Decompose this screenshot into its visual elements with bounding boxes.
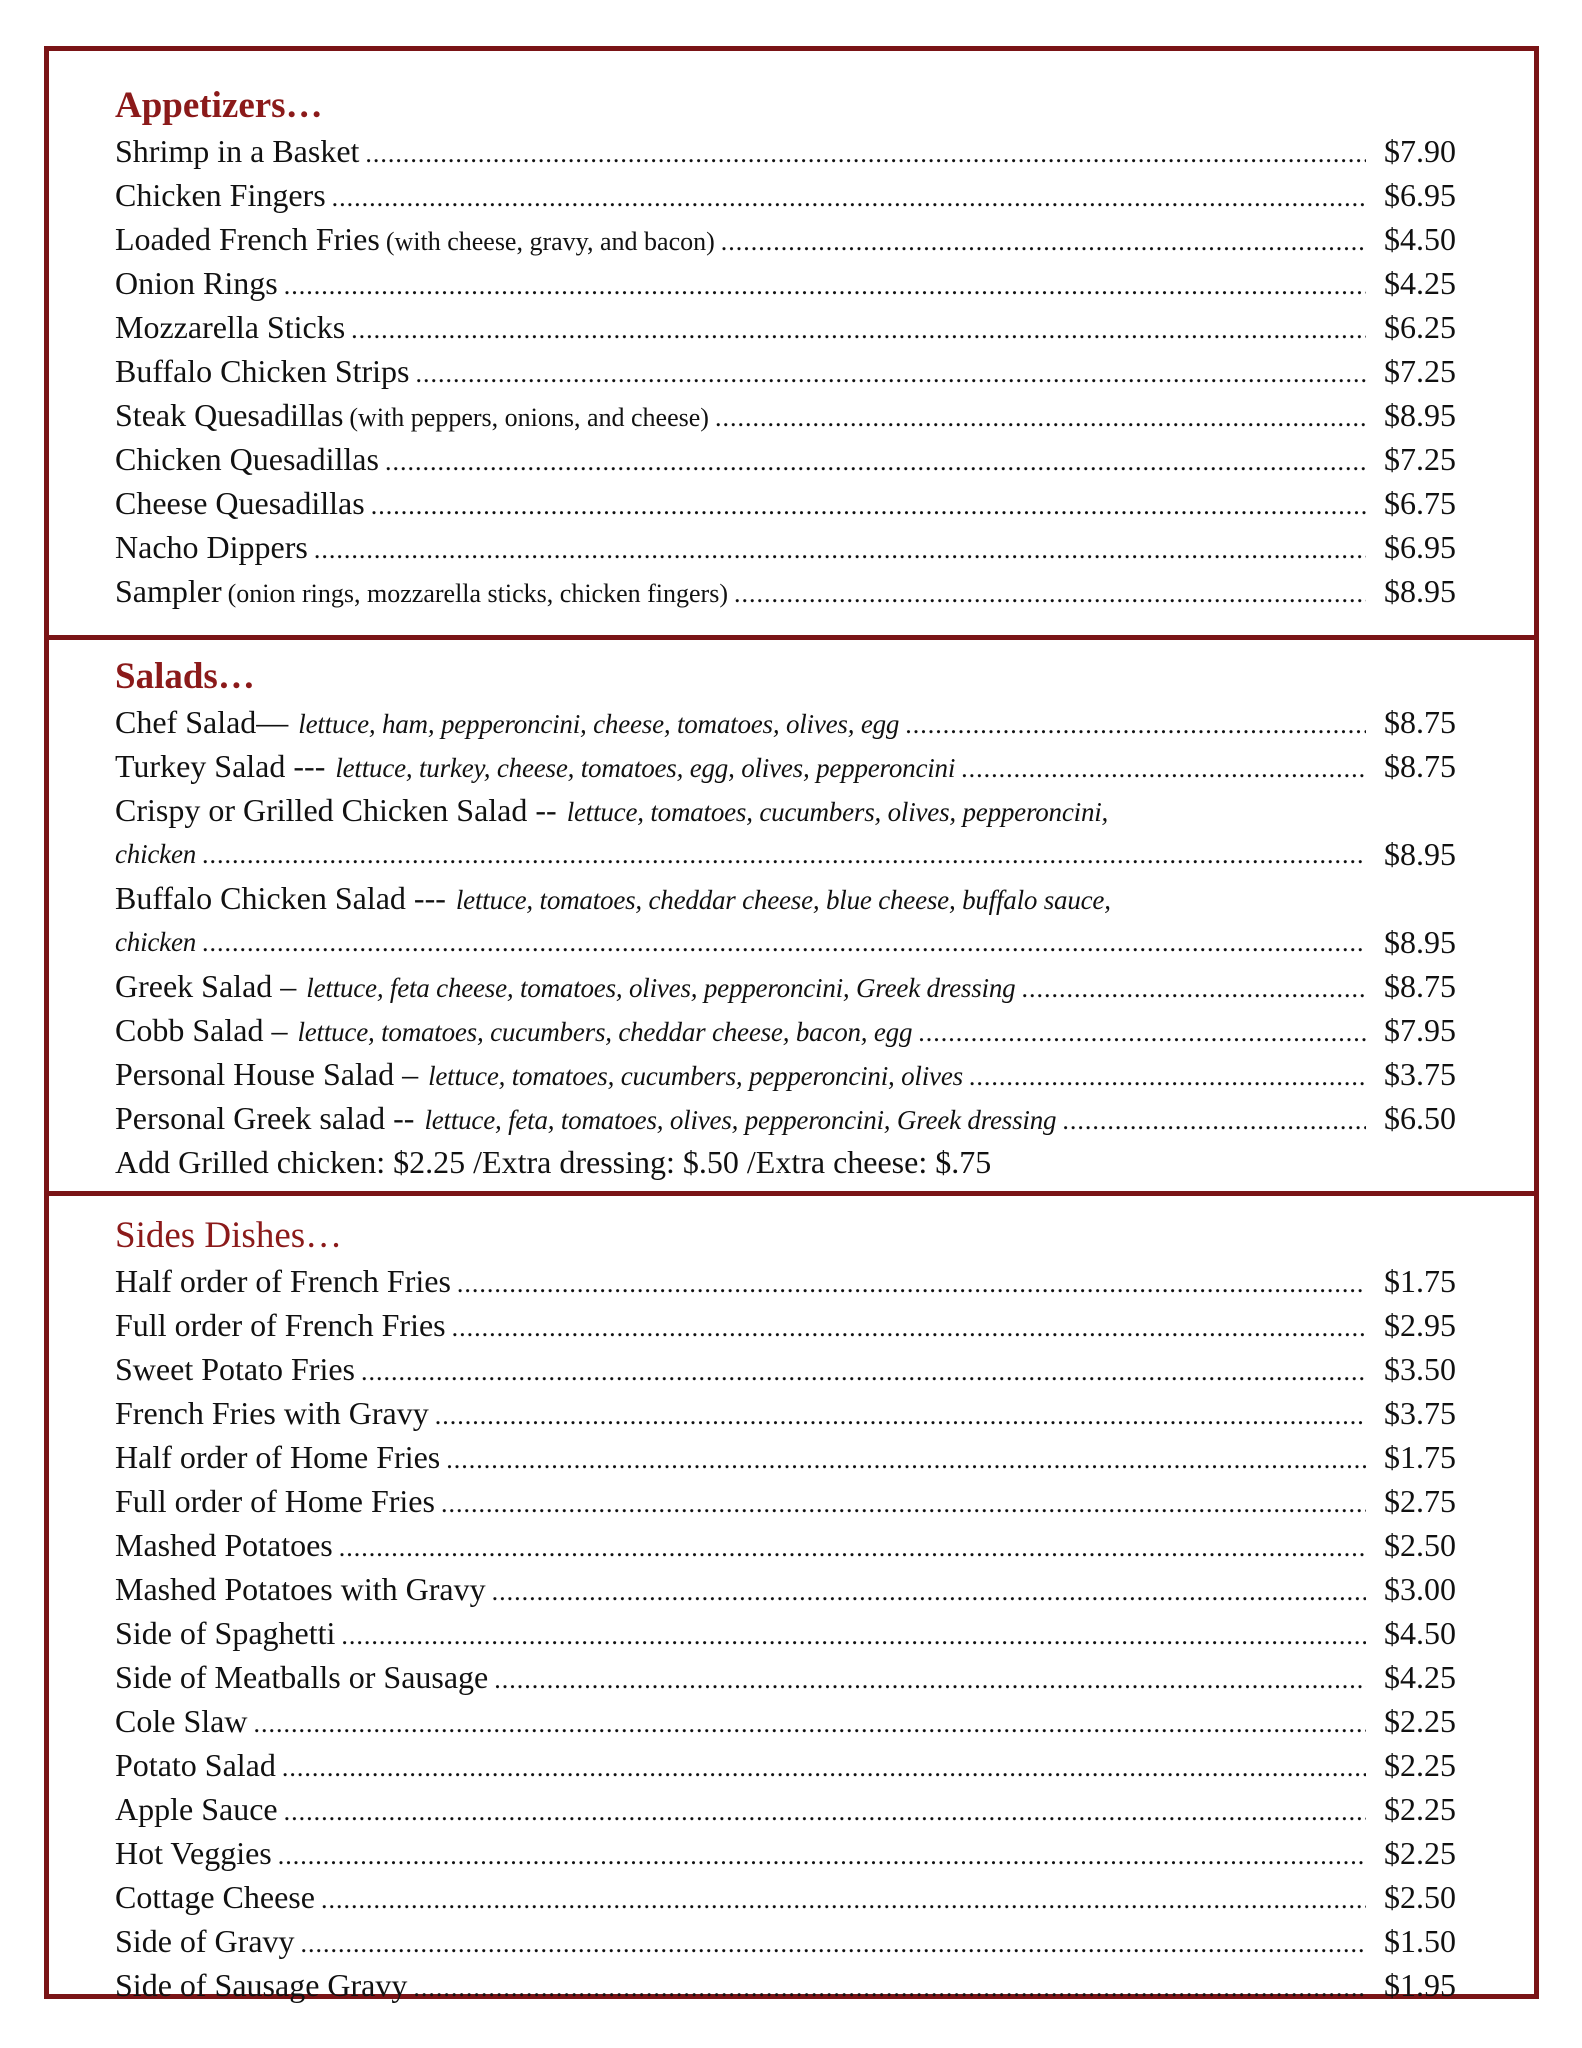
menu-item-name: Nacho Dippers [115,529,308,565]
menu-item-description: lettuce, feta, tomatoes, olives, pepperoncini, Greek dressing [424,1105,1057,1135]
menu-item-price: $8.95 [1384,573,1456,609]
dot-leader [446,1438,1366,1482]
menu-item-price: $7.90 [1384,133,1456,169]
menu-item [115,1699,1474,1743]
menu-item-price: $2.25 [1384,1747,1456,1783]
menu-item-name: Chicken Fingers [115,177,326,213]
dot-leader [351,308,1366,352]
menu-item [115,305,1474,349]
menu-item [115,1008,1474,1052]
menu-item [115,1611,1474,1655]
appetizers-heading: Appetizers… [115,85,323,126]
dot-leader [284,264,1366,308]
dot-leader [734,572,1366,616]
menu-item [115,261,1474,305]
menu-item [115,1523,1474,1567]
menu-item-price: $7.25 [1384,441,1456,477]
menu-item-price: $4.25 [1384,1659,1456,1695]
menu-item-name: Side of Gravy [115,1923,295,1959]
menu-item-name: Apple Sauce [115,1791,278,1827]
menu-item-description: lettuce, turkey, cheese, tomatoes, egg, olives, pepperoncini [335,753,956,783]
menu-item [115,525,1474,569]
dot-leader [202,833,1366,877]
menu-item-name: Full order of Home Fries [115,1483,435,1519]
menu-item-name: Side of Meatballs or Sausage [115,1659,489,1695]
menu-item [115,569,1474,613]
menu-item-price: $2.75 [1384,1483,1456,1519]
sides-list [115,1259,1474,2007]
dot-leader [301,1922,1366,1966]
menu-item-name: Turkey Salad --- [115,748,326,784]
menu-item-name: Buffalo Chicken Salad --- [115,880,446,916]
menu-item-description: lettuce, tomatoes, cheddar cheese, blue cheese, buffalo sauce, [455,885,1111,915]
menu-item-price: $2.50 [1384,1527,1456,1563]
menu-item-description: lettuce, feta cheese, tomatoes, olives, pepperoncini, Greek dressing [306,973,1016,1003]
menu-item [115,1096,1474,1140]
dot-leader [371,484,1366,528]
menu-item-note: (with peppers, onions, and cheese) [349,403,709,432]
menu-item [115,1875,1474,1919]
dot-leader [278,1834,1366,1878]
menu-item-name: Mozzarella Sticks [115,309,346,345]
menu-item-description-cont: chicken [115,839,197,869]
menu-item-description: lettuce, tomatoes, cucumbers, cheddar cheese, bacon, egg [297,1017,913,1047]
menu-item-name: Side of Spaghetti [115,1615,336,1651]
dot-leader [1062,1099,1366,1143]
dot-leader [321,1878,1366,1922]
menu-item-price: $6.95 [1384,529,1456,565]
menu-item-price: $7.95 [1384,1012,1456,1048]
menu-item-price: $1.95 [1384,1967,1456,2003]
menu-item-second-line [115,920,1372,964]
menu-item-price: $3.00 [1384,1571,1456,1607]
dot-leader [284,1790,1366,1834]
menu-item-price: $2.25 [1384,1703,1456,1739]
dot-leader [282,1746,1366,1790]
dot-leader [961,747,1366,791]
dot-leader [715,396,1366,440]
menu-item-price: $2.50 [1384,1879,1456,1915]
menu-item-name: Half order of Home Fries [115,1439,441,1475]
menu-item-price: $8.95 [1384,836,1456,872]
menu-item [115,349,1474,393]
menu-item-price: $1.75 [1384,1263,1456,1299]
dot-leader [413,1966,1366,2010]
menu-item-price: $8.95 [1384,397,1456,433]
menu-item-price: $3.50 [1384,1351,1456,1387]
appetizers-section [49,51,1534,636]
dot-leader [314,528,1366,572]
menu-item-price: $4.50 [1384,1615,1456,1651]
menu-item [115,217,1474,261]
menu-item-name: Side of Sausage Gravy [115,1967,408,2003]
menu-item-price: $2.95 [1384,1307,1456,1343]
menu-item [115,481,1474,525]
menu-item-name: Onion Rings [115,265,278,301]
menu-item-second-line [115,832,1372,876]
menu-item-name: Greek Salad – [115,968,297,1004]
menu-item-first-line [115,788,1372,832]
menu-item-name: Shrimp in a Basket [115,133,360,169]
appetizers-list [115,129,1474,613]
dot-leader [365,132,1366,176]
menu-item [115,1391,1474,1435]
menu-item-name: Half order of French Fries [115,1263,451,1299]
menu-item-description-cont: chicken [115,927,197,957]
menu-item-price: $3.75 [1384,1395,1456,1431]
menu-frame [44,46,1539,2003]
salads-section [49,635,1534,1192]
menu-item-name: Crispy or Grilled Chicken Salad -- [115,792,557,828]
menu-item [115,1303,1474,1347]
menu-item-text [115,876,1372,964]
menu-item [115,1479,1474,1523]
menu-item-name: Mashed Potatoes with Gravy [115,1571,486,1607]
menu-item-name: Hot Veggies [115,1835,272,1871]
dot-leader [905,703,1366,747]
menu-item [115,788,1474,876]
menu-item-price: $8.75 [1384,704,1456,740]
menu-item-name: Personal Greek salad -- [115,1100,415,1136]
dot-leader [721,220,1366,264]
menu-item-name: Personal House Salad – [115,1056,419,1092]
menu-item [115,1347,1474,1391]
menu-item-price: $8.95 [1384,924,1456,960]
menu-item [115,1052,1474,1096]
dot-leader [341,1614,1366,1658]
menu-item-name: French Fries with Gravy [115,1395,429,1431]
menu-item [115,1743,1474,1787]
dot-leader [969,1055,1366,1099]
menu-item-price: $4.50 [1384,221,1456,257]
dot-leader [452,1306,1366,1350]
menu-item-note: (onion rings, mozzarella sticks, chicken fingers) [227,579,728,608]
menu-item-price: $3.75 [1384,1056,1456,1092]
menu-item [115,964,1474,1008]
menu-item-description: lettuce, tomatoes, cucumbers, olives, pepperoncini, [566,797,1109,827]
menu-item [115,744,1474,788]
dot-leader [361,1350,1366,1394]
menu-item-description: lettuce, tomatoes, cucumbers, pepperoncini, olives [428,1061,963,1091]
salads-heading: Salads… [115,656,255,697]
menu-item [115,437,1474,481]
menu-item-name: Cottage Cheese [115,1879,315,1915]
menu-item-price: $1.50 [1384,1923,1456,1959]
menu-item-name: Full order of French Fries [115,1307,446,1343]
menu-item-price: $2.25 [1384,1835,1456,1871]
menu-item [115,1259,1474,1303]
menu-item-name: Cheese Quesadillas [115,485,365,521]
dot-leader [441,1482,1366,1526]
dot-leader [492,1570,1366,1614]
menu-item-first-line [115,876,1372,920]
menu-item-description: lettuce, ham, pepperoncini, cheese, tomatoes, olives, egg [298,709,900,739]
menu-item [115,393,1474,437]
dot-leader [1021,967,1366,1011]
menu-item-note: (with cheese, gravy, and bacon) [385,227,715,256]
menu-item-price: $6.50 [1384,1100,1456,1136]
menu-item [115,1919,1474,1963]
menu-item-price: $8.75 [1384,968,1456,1004]
dot-leader [202,921,1366,965]
menu-item-price: $6.75 [1384,485,1456,521]
menu-item [115,173,1474,217]
dot-leader [918,1011,1366,1055]
salad-addons: Add Grilled chicken: $2.25 /Extra dressing: $.50 /Extra cheese: $.75 [115,1144,992,1180]
dot-leader [339,1526,1366,1570]
menu-item-price: $1.75 [1384,1439,1456,1475]
sides-heading: Sides Dishes… [115,1215,343,1256]
menu-item-price: $2.25 [1384,1791,1456,1827]
dot-leader [457,1262,1366,1306]
menu-item [115,1435,1474,1479]
menu-item [115,1567,1474,1611]
menu-item-text [115,788,1372,876]
menu-item-name: Buffalo Chicken Strips [115,353,410,389]
menu-item-name: Cole Slaw [115,1703,248,1739]
menu-item [115,700,1474,744]
menu-item [115,1655,1474,1699]
menu-item [115,876,1474,964]
dot-leader [253,1702,1366,1746]
menu-item-price: $7.25 [1384,353,1456,389]
menu-item-name: Steak Quesadillas [115,397,344,433]
menu-item-name: Chef Salad— [115,704,289,740]
menu-item-price: $8.75 [1384,748,1456,784]
menu-item [115,1831,1474,1875]
dot-leader [385,440,1366,484]
menu-item-name: Mashed Potatoes [115,1527,333,1563]
menu-item-name: Chicken Quesadillas [115,441,379,477]
dot-leader [494,1658,1366,1702]
dot-leader [435,1394,1366,1438]
menu-item-price: $6.25 [1384,309,1456,345]
dot-leader [332,176,1366,220]
menu-item-name: Cobb Salad – [115,1012,288,1048]
salads-list [115,700,1474,1140]
menu-item-name: Potato Salad [115,1747,276,1783]
sides-section [49,1191,1534,2004]
menu-item [115,129,1474,173]
dot-leader [416,352,1367,396]
menu-item [115,1963,1474,2007]
menu-item-name: Sampler [115,573,222,609]
menu-item-name: Sweet Potato Fries [115,1351,355,1387]
menu-item-price: $4.25 [1384,265,1456,301]
menu-item-price: $6.95 [1384,177,1456,213]
menu-item [115,1787,1474,1831]
menu-item-name: Loaded French Fries [115,221,380,257]
